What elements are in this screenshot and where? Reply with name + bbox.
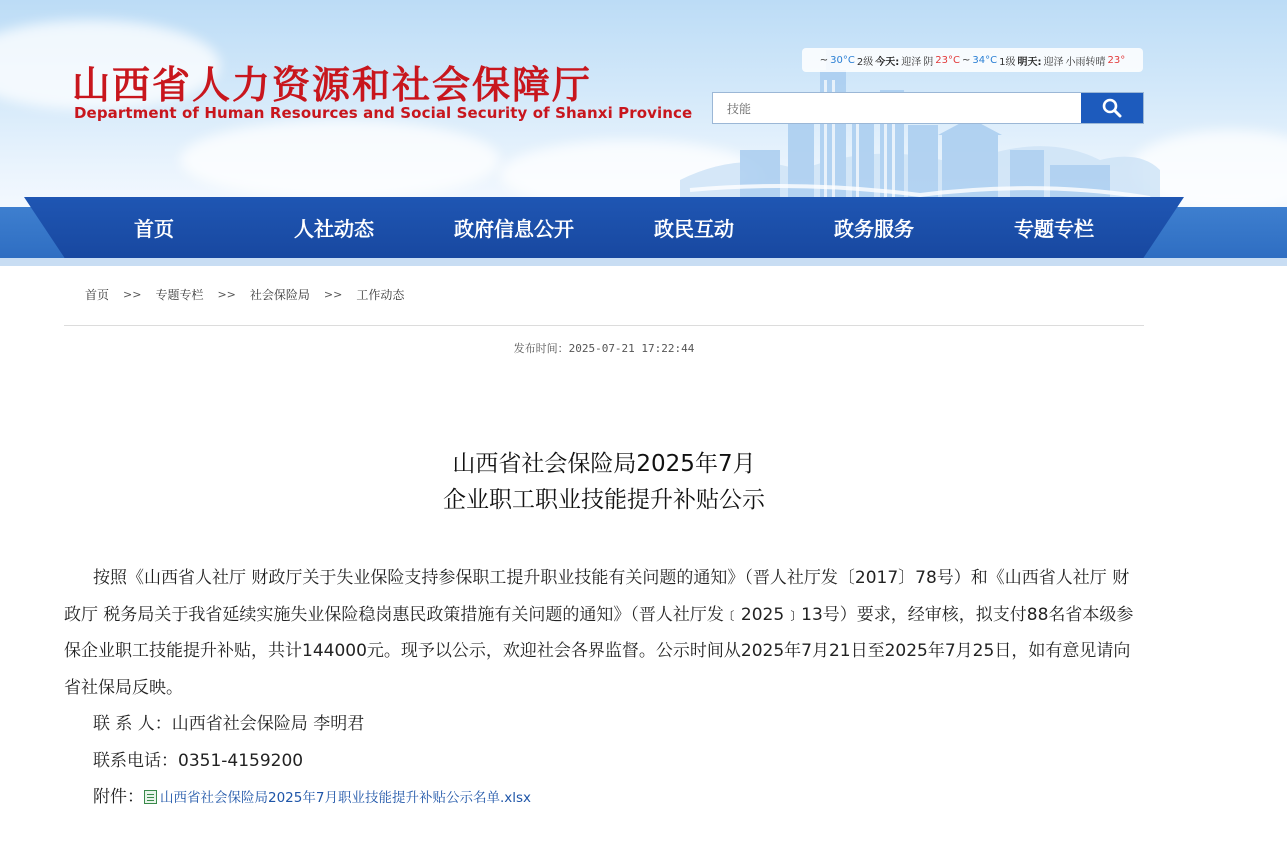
breadcrumb-work-news[interactable]: 工作动态	[356, 288, 405, 302]
weather-condition: 阴	[923, 56, 934, 68]
excel-file-icon	[144, 790, 157, 804]
contact-person: 联 系 人：山西省社会保险局 李明君	[93, 714, 365, 734]
nav-item-topics[interactable]: 专题专栏	[1014, 217, 1094, 241]
weather-prefix: ~	[819, 54, 829, 66]
weather-temp: 23°	[1107, 54, 1126, 66]
breadcrumb-separator: >>	[123, 288, 142, 301]
weather-temp-low: 23°C	[935, 54, 960, 66]
weather-city: 迎泽	[1043, 56, 1064, 68]
nav-item-news[interactable]: 人社动态	[294, 217, 374, 241]
breadcrumb-separator: >>	[217, 288, 236, 301]
search-input[interactable]	[713, 93, 1081, 123]
weather-widget	[802, 48, 1143, 72]
breadcrumb-divider	[64, 325, 1144, 326]
weather-temp-sep: ~	[961, 54, 971, 66]
search-icon	[1102, 98, 1122, 118]
site-title: 山西省人力资源和社会保障厅	[72, 63, 593, 107]
site-subtitle: Department of Human Resources and Social Security of Shanxi Province	[74, 104, 693, 122]
breadcrumb-social-insurance[interactable]: 社会保险局	[249, 288, 310, 302]
weather-city: 迎泽	[901, 56, 922, 68]
breadcrumb-separator: >>	[323, 288, 343, 301]
attachment-link[interactable]	[144, 790, 531, 806]
breadcrumb	[85, 286, 404, 303]
cloud-decoration	[180, 120, 500, 200]
nav-item-services[interactable]: 政务服务	[834, 217, 914, 241]
publish-time: 发布时间：2025-07-21 17:22:44	[513, 342, 695, 355]
weather-today-label: 今天:	[875, 56, 900, 68]
weather-temp-high: 34°C	[972, 54, 998, 66]
weather-condition: 小雨转晴	[1065, 56, 1106, 68]
nav-item-home[interactable]: 首页	[134, 217, 174, 241]
attachment-filename: 山西省社会保险局2025年7月职业技能提升补贴公示名单.xlsx	[160, 790, 531, 806]
search-bar	[712, 92, 1144, 124]
breadcrumb-home[interactable]: 首页	[85, 288, 110, 302]
weather-wind: 2级	[856, 56, 874, 68]
weather-wind: 1级	[999, 56, 1016, 68]
weather-tomorrow-label: 明天:	[1017, 56, 1042, 68]
article-paragraph: 按照《山西省人社厅 财政厅关于失业保险支持参保职工提升职业技能有关问题的通知》（晋人社厅发〔2017〕78号）和《山西省人社厅 财政厅 税务局关于我省延续实施失业保险稳岗惠民政策措施有关问题的通知》（晋人社厅发﹝2025﹞13号）要求，经审核，拟支付88名省本级参保企业职工技能提升补贴，共计144000元。现予以公示，欢迎社会各界监督。公示时间从2025年7月21日至2025年7月25日，如有意见请向省社保局反映。	[64, 568, 1134, 698]
breadcrumb-topics[interactable]: 专题专栏	[155, 288, 204, 302]
article-body	[64, 560, 1144, 817]
site-header	[0, 0, 1287, 210]
attachment-label: 附件：	[93, 787, 144, 807]
article-title-line1: 山西省社会保险局2025年7月	[452, 451, 756, 477]
main-nav	[64, 197, 1144, 258]
weather-temp: 30°C	[830, 54, 855, 66]
search-button[interactable]	[1081, 93, 1143, 123]
contact-phone: 联系电话：0351-4159200	[93, 750, 304, 771]
attachment-row	[64, 779, 1144, 817]
nav-item-gov-info[interactable]: 政府信息公开	[454, 217, 574, 241]
nav-band-shadow	[0, 258, 1287, 266]
article-title-line2: 企业职工职业技能提升补贴公示	[443, 487, 765, 513]
nav-item-interaction[interactable]: 政民互动	[654, 217, 734, 241]
article-title	[64, 446, 1144, 518]
